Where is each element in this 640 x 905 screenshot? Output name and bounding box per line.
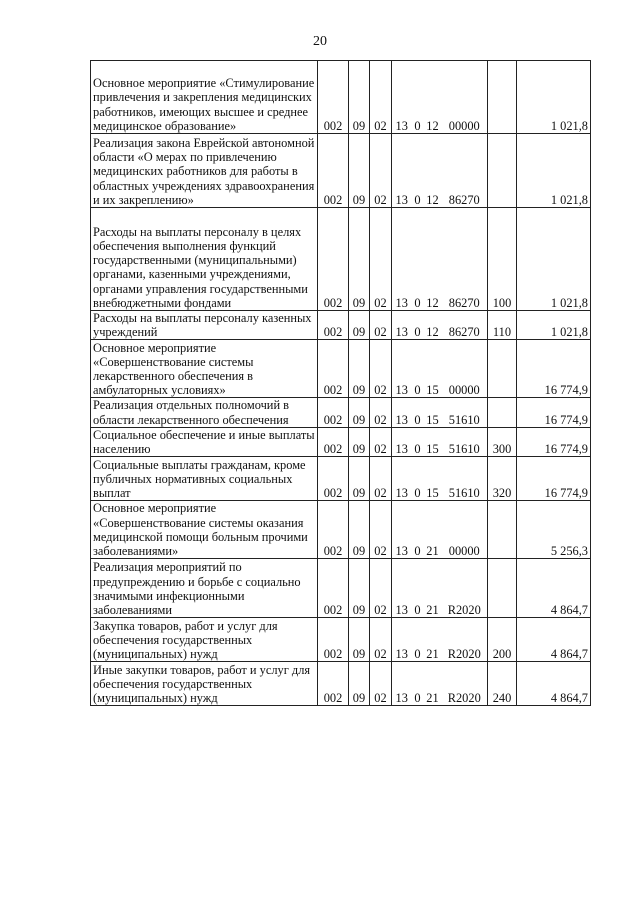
gr-code: 002 [318,134,349,208]
gr-code: 002 [318,501,349,559]
program-code: 13 [392,559,412,618]
rz-code: 09 [349,61,370,134]
rz-code: 09 [349,340,370,398]
amount: 16 774,9 [517,340,591,398]
measure-code: 12 [424,61,442,134]
expense-type-code: 100 [488,208,517,311]
direction-code: 86270 [442,311,488,340]
amount: 4 864,7 [517,618,591,662]
direction-code: 51610 [442,457,488,501]
gr-code: 002 [318,311,349,340]
measure-code: 21 [424,559,442,618]
amount: 4 864,7 [517,559,591,618]
measure-code: 21 [424,501,442,559]
expense-type-code [488,398,517,427]
item-name: Закупка товаров, работ и услуг для обеспечения государственных (муниципальных) нужд [91,618,318,662]
gr-code: 002 [318,398,349,427]
pr-code: 02 [370,559,392,618]
item-name: Иные закупки товаров, работ и услуг для обеспечения государственных (муниципальных) нужд [91,662,318,706]
expense-type-code [488,61,517,134]
amount: 5 256,3 [517,501,591,559]
gr-code: 002 [318,208,349,311]
subprogram-code: 0 [412,559,424,618]
pr-code: 02 [370,340,392,398]
item-name: Реализация мероприятий по предупреждению и борьбе с социально значимыми инфекционными заболеваниями [91,559,318,618]
pr-code: 02 [370,662,392,706]
program-code: 13 [392,618,412,662]
pr-code: 02 [370,134,392,208]
item-name: Основное мероприятие «Стимулирование привлечения и закрепления медицинских работников, имеющих высшее и среднее медицинское образование» [91,61,318,134]
amount: 1 021,8 [517,208,591,311]
item-name: Расходы на выплаты персоналу казенных учреждений [91,311,318,340]
table-row [91,457,591,501]
pr-code: 02 [370,311,392,340]
expense-type-code [488,134,517,208]
measure-code: 15 [424,427,442,456]
pr-code: 02 [370,208,392,311]
expense-type-code: 200 [488,618,517,662]
direction-code: 00000 [442,340,488,398]
measure-code: 15 [424,398,442,427]
rz-code: 09 [349,134,370,208]
rz-code: 09 [349,457,370,501]
expense-type-code: 300 [488,427,517,456]
expense-type-code: 320 [488,457,517,501]
rz-code: 09 [349,662,370,706]
rz-code: 09 [349,208,370,311]
table-row [91,618,591,662]
table-row [91,559,591,618]
subprogram-code: 0 [412,662,424,706]
item-name: Основное мероприятие «Совершенствование системы оказания медицинской помощи больным прочими заболеваниями» [91,501,318,559]
table-row [91,398,591,427]
direction-code: 00000 [442,501,488,559]
gr-code: 002 [318,61,349,134]
gr-code: 002 [318,340,349,398]
table-row [91,134,591,208]
rz-code: 09 [349,618,370,662]
direction-code: 00000 [442,61,488,134]
direction-code: R2020 [442,559,488,618]
subprogram-code: 0 [412,61,424,134]
subprogram-code: 0 [412,398,424,427]
subprogram-code: 0 [412,427,424,456]
expense-type-code [488,340,517,398]
program-code: 13 [392,208,412,311]
pr-code: 02 [370,618,392,662]
program-code: 13 [392,662,412,706]
table-row [91,340,591,398]
gr-code: 002 [318,559,349,618]
subprogram-code: 0 [412,340,424,398]
expense-type-code: 110 [488,311,517,340]
item-name: Социальные выплаты гражданам, кроме публичных нормативных социальных выплат [91,457,318,501]
item-name: Реализация отдельных полномочий в области лекарственного обеспечения [91,398,318,427]
item-name: Расходы на выплаты персоналу в целях обеспечения выполнения функций государственными (муниципальными) органами, казенными учреждениями, органами управления государственными внебюджетными фондами [91,208,318,311]
expense-type-code: 240 [488,662,517,706]
page-number: 20 [313,34,327,49]
measure-code: 21 [424,618,442,662]
table-row [91,662,591,706]
measure-code: 15 [424,457,442,501]
program-code: 13 [392,427,412,456]
table-row [91,427,591,456]
amount: 4 864,7 [517,662,591,706]
rz-code: 09 [349,398,370,427]
rz-code: 09 [349,427,370,456]
direction-code: 86270 [442,208,488,311]
rz-code: 09 [349,559,370,618]
pr-code: 02 [370,398,392,427]
rz-code: 09 [349,501,370,559]
program-code: 13 [392,457,412,501]
table-row [91,311,591,340]
item-name: Основное мероприятие «Совершенствование системы лекарственного обеспечения в амбулаторных условиях» [91,340,318,398]
table-row [91,208,591,311]
pr-code: 02 [370,61,392,134]
pr-code: 02 [370,501,392,559]
subprogram-code: 0 [412,457,424,501]
amount: 1 021,8 [517,61,591,134]
measure-code: 21 [424,662,442,706]
gr-code: 002 [318,662,349,706]
direction-code: R2020 [442,662,488,706]
expense-type-code [488,559,517,618]
item-name: Реализация закона Еврейской автономной области «О мерах по привлечению медицинских работников для работы в областных учреждениях здравоохранения и их закреплению» [91,134,318,208]
subprogram-code: 0 [412,311,424,340]
program-code: 13 [392,398,412,427]
subprogram-code: 0 [412,618,424,662]
amount: 16 774,9 [517,427,591,456]
program-code: 13 [392,340,412,398]
direction-code: 51610 [442,427,488,456]
amount: 1 021,8 [517,311,591,340]
measure-code: 15 [424,340,442,398]
program-code: 13 [392,134,412,208]
direction-code: 86270 [442,134,488,208]
table-row [91,501,591,559]
program-code: 13 [392,311,412,340]
amount: 16 774,9 [517,398,591,427]
measure-code: 12 [424,208,442,311]
measure-code: 12 [424,311,442,340]
program-code: 13 [392,61,412,134]
amount: 1 021,8 [517,134,591,208]
gr-code: 002 [318,427,349,456]
pr-code: 02 [370,427,392,456]
item-name: Социальное обеспечение и иные выплаты населению [91,427,318,456]
subprogram-code: 0 [412,501,424,559]
table-row [91,61,591,134]
pr-code: 02 [370,457,392,501]
direction-code: 51610 [442,398,488,427]
rz-code: 09 [349,311,370,340]
direction-code: R2020 [442,618,488,662]
subprogram-code: 0 [412,208,424,311]
gr-code: 002 [318,618,349,662]
measure-code: 12 [424,134,442,208]
budget-table [90,60,591,706]
gr-code: 002 [318,457,349,501]
subprogram-code: 0 [412,134,424,208]
amount: 16 774,9 [517,457,591,501]
expense-type-code [488,501,517,559]
program-code: 13 [392,501,412,559]
